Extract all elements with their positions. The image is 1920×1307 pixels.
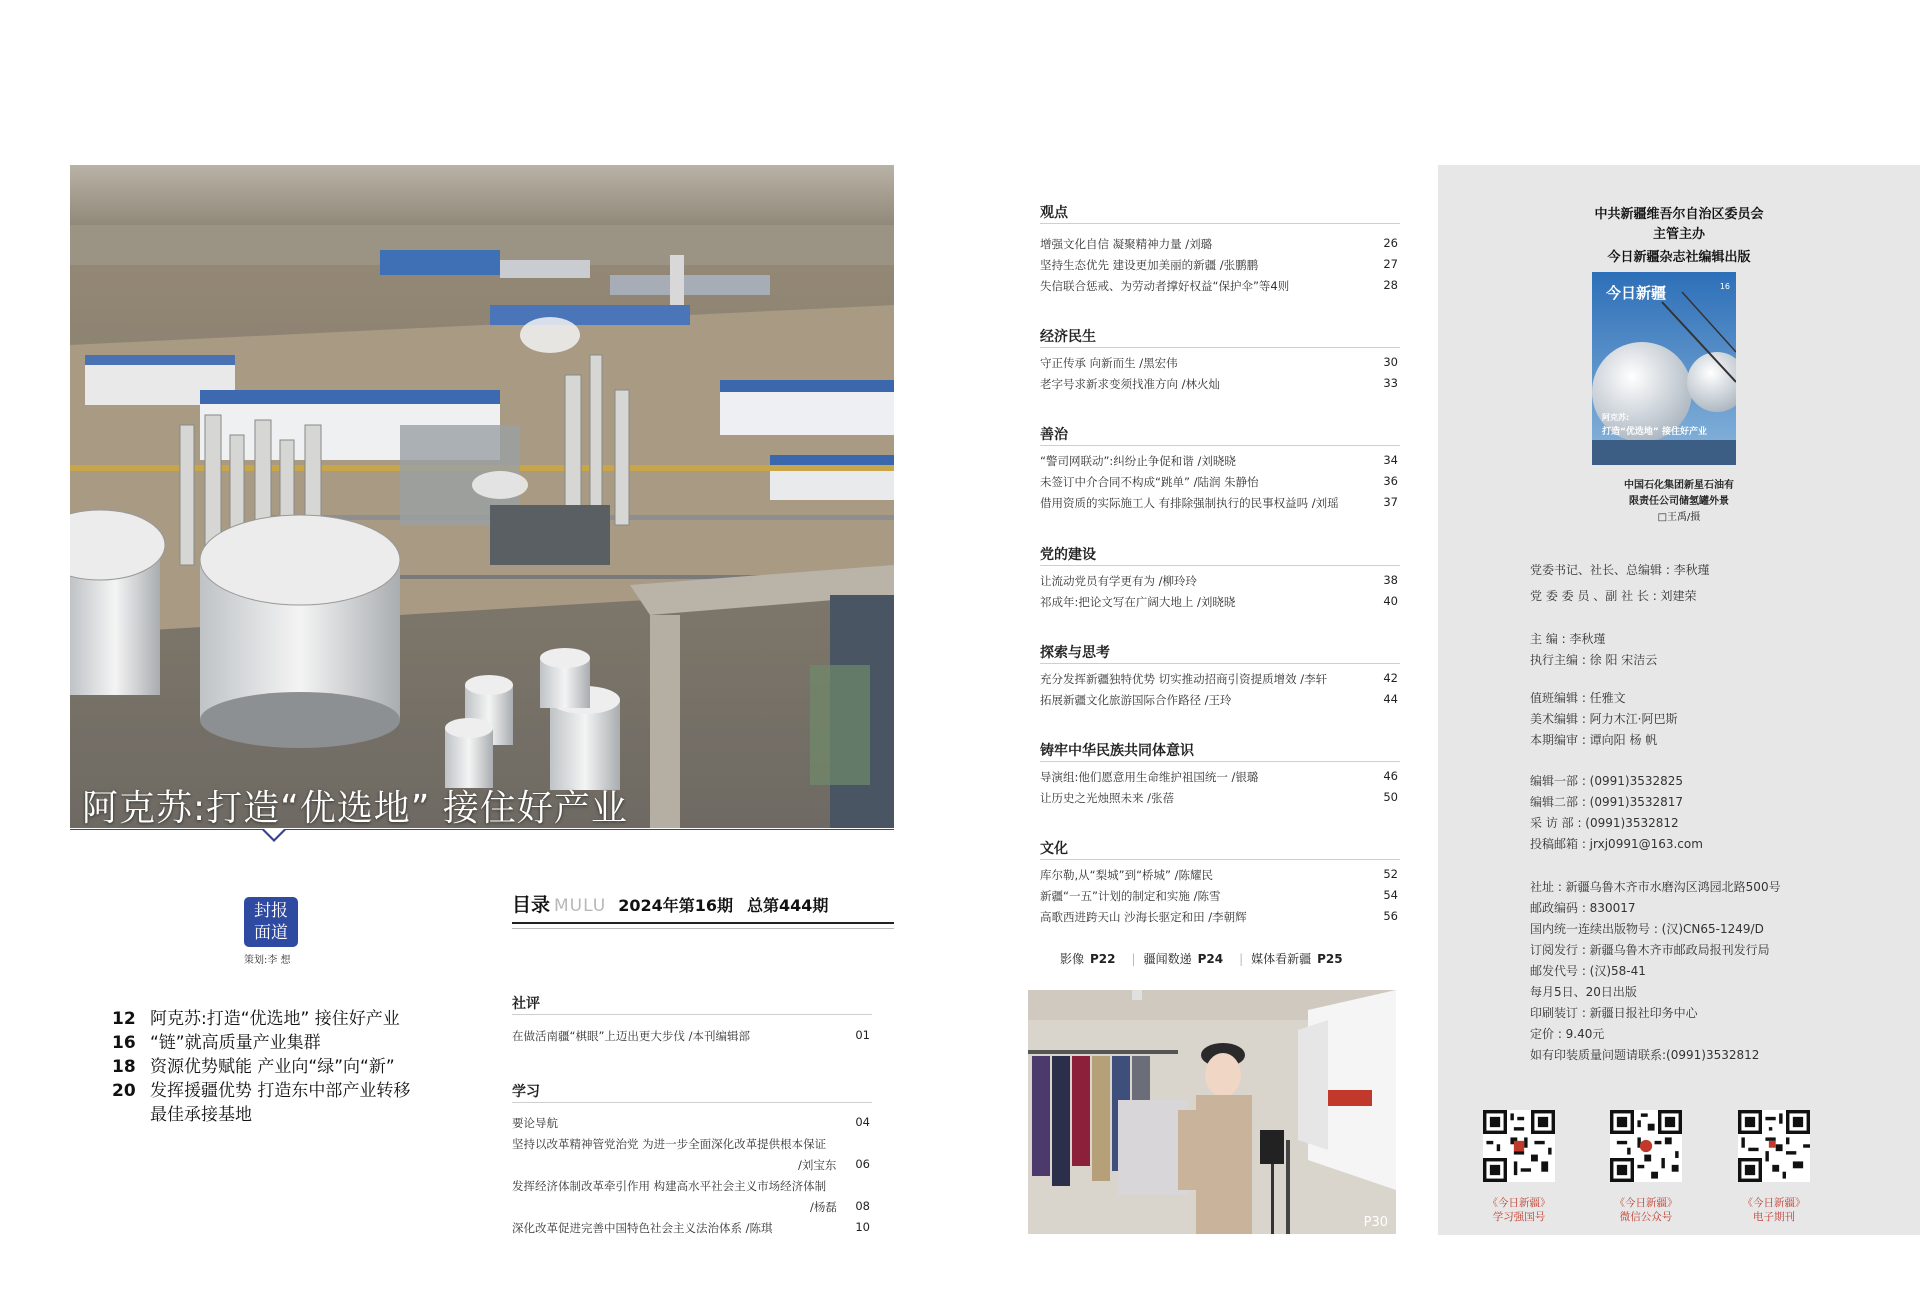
staff-line: 国内统一连续出版物号 : (汉)CN65-1249/D — [1530, 922, 1764, 936]
toc-page: 38 — [1383, 573, 1398, 587]
staff-line: 执行主编 : 徐 阳 宋洁云 — [1530, 653, 1658, 667]
toc-entry[interactable]: 拓展新疆文化旅游国际合作路径 /王玲 — [1040, 693, 1232, 707]
toc-page: 27 — [1383, 257, 1398, 271]
qr-label — [1459, 1196, 1579, 1224]
feature-title: 发挥援疆优势 打造东中部产业转移 — [150, 1081, 411, 1101]
toc-entry[interactable]: 深化改革促进完善中国特色社会主义法治体系 /陈琪 — [512, 1221, 773, 1235]
livestream-photo — [1028, 990, 1396, 1234]
toc-section-heading: 善治 — [1040, 427, 1068, 443]
badge-line2: 面道 — [254, 923, 288, 943]
toc-entry[interactable]: 库尔勒,从“梨城”到“桥城” /陈耀民 — [1040, 868, 1214, 882]
toc-page: 54 — [1383, 888, 1398, 902]
staff-line: 社址 : 新疆乌鲁木齐市水磨沟区鸿园北路500号 — [1530, 880, 1781, 894]
qr-code-icon[interactable] — [1610, 1110, 1682, 1182]
toc-entry[interactable]: 充分发挥新疆独特优势 切实推动招商引资提质增效 /李轩 — [1040, 672, 1328, 686]
toc-page: 34 — [1383, 453, 1398, 467]
misc-page: P25 — [1317, 952, 1343, 966]
staff-line: 主 编 : 李秋瑾 — [1530, 632, 1606, 646]
qr-label-line2: 电子期刊 — [1753, 1211, 1795, 1223]
toc-page: 50 — [1383, 790, 1398, 804]
toc-section-heading: 观点 — [1040, 205, 1068, 221]
qr-label — [1586, 1196, 1706, 1224]
toc-entry[interactable]: 发挥经济体制改革牵引作用 构建高水平社会主义市场经济体制 — [512, 1179, 827, 1193]
toc-page: 30 — [1383, 355, 1398, 369]
cover-headline: 阿克苏:打造“优选地” 接住好产业 — [82, 788, 628, 829]
feature-item[interactable] — [112, 1100, 252, 1125]
toc-page: 52 — [1383, 867, 1398, 881]
toc-page: 37 — [1383, 495, 1398, 509]
section-rule — [1040, 223, 1400, 224]
toc-section-heading: 文化 — [1040, 841, 1068, 857]
toc-entry[interactable]: 失信联合惩戒、为劳动者撑好权益“保护伞”等4则 — [1040, 279, 1290, 293]
toc-page: 46 — [1383, 769, 1398, 783]
toc-header — [512, 890, 894, 924]
misc-label[interactable]: 影像 — [1060, 952, 1085, 966]
toc-entry[interactable]: 坚持以改革精神管党治党 为进一步全面深化改革提供根本保证 — [512, 1137, 827, 1151]
toc-page: 01 — [855, 1028, 870, 1042]
toc-page: 36 — [1383, 474, 1398, 488]
cover-divider — [70, 829, 894, 830]
toc-page: 33 — [1383, 376, 1398, 390]
toc-entry[interactable]: 导演组:他们愿意用生命维护祖国统一 /银璐 — [1040, 770, 1259, 784]
misc-separator: | — [1239, 952, 1244, 966]
pointer-triangle-inner — [264, 829, 284, 839]
toc-section-heading: 学习 — [512, 1084, 540, 1100]
toc-section-heading: 党的建设 — [1040, 547, 1096, 563]
staff-line: 美术编辑 : 阿力木江·阿巴斯 — [1530, 712, 1678, 726]
toc-entry[interactable]: 增强文化自信 凝聚精神力量 /刘璐 — [1040, 237, 1213, 251]
cover-caption-line2: 限责任公司储氢罐外景 — [1629, 496, 1729, 507]
toc-page: 10 — [855, 1220, 870, 1234]
section-rule — [1040, 859, 1400, 860]
qr-label-line1: 《今日新疆》 — [1742, 1197, 1806, 1209]
toc-page: 40 — [1383, 594, 1398, 608]
masthead-line3: 今日新疆杂志社编辑出版 — [1607, 250, 1751, 265]
badge-line1: 封报 — [254, 901, 288, 921]
toc-entry[interactable]: 让历史之光烛照未来 /张蓓 — [1040, 791, 1175, 805]
staff-line: 邮发代号 : (汉)58-41 — [1530, 964, 1646, 978]
staff-line: 印刷装订 : 新疆日报社印务中心 — [1530, 1006, 1698, 1020]
staff-line: 党 委 委 员 、副 社 长 : 刘建荣 — [1530, 589, 1697, 603]
toc-page: 04 — [855, 1115, 870, 1129]
toc-entry-author[interactable]: /杨磊 — [810, 1200, 837, 1214]
qr-label-line2: 微信公众号 — [1619, 1211, 1673, 1223]
staff-line: 本期编审 : 谭向阳 杨 帆 — [1530, 733, 1658, 747]
feature-item[interactable] — [112, 1076, 410, 1101]
toc-page: 26 — [1383, 236, 1398, 250]
feature-page: 16 — [112, 1033, 136, 1053]
feature-item[interactable] — [112, 1028, 321, 1053]
masthead-line1: 中共新疆维吾尔自治区委员会 — [1594, 207, 1764, 222]
toc-entry[interactable]: 守正传承 向新而生 /黑宏伟 — [1040, 356, 1178, 370]
misc-label[interactable]: 媒体看新疆 — [1251, 952, 1312, 966]
section-rule — [1040, 347, 1400, 348]
toc-entry[interactable]: 借用资质的实际施工人 有排除强制执行的民事权益吗 /刘瑶 — [1040, 496, 1339, 510]
staff-line: 党委书记、社长、总编辑 : 李秋瑾 — [1530, 563, 1710, 577]
toc-section-heading: 社评 — [512, 996, 540, 1012]
toc-entry[interactable]: 坚持生态优先 建设更加美丽的新疆 /张鹏鹏 — [1040, 258, 1259, 272]
staff-line: 采 访 部 : (0991)3532812 — [1530, 816, 1679, 830]
staff-line: 每月5日、20日出版 — [1530, 985, 1637, 999]
feature-page: 18 — [112, 1057, 136, 1077]
staff-line: 邮政编码 : 830017 — [1530, 901, 1636, 915]
toc-label-en: MULU — [554, 896, 607, 916]
cover-caption-credit: □王禹/摄 — [1657, 512, 1701, 523]
staff-line: 如有印装质量问题请联系:(0991)3532812 — [1530, 1048, 1760, 1062]
feature-title: “链”就高质量产业集群 — [150, 1033, 321, 1053]
section-rule — [1040, 565, 1400, 566]
toc-page: 06 — [855, 1157, 870, 1171]
feature-page: 12 — [112, 1009, 136, 1029]
section-rule — [1040, 761, 1400, 762]
section-rule — [512, 1102, 872, 1103]
staff-line: 编辑二部 : (0991)3532817 — [1530, 795, 1684, 809]
qr-code-icon[interactable] — [1738, 1110, 1810, 1182]
thumb-headline-b: 打造“优选地” 接住好产业 — [1602, 427, 1707, 437]
misc-page: P24 — [1197, 952, 1224, 966]
total-issue: 总第444期 — [747, 896, 829, 915]
feature-title: 最佳承接基地 — [150, 1105, 252, 1125]
toc-entry[interactable]: 祁成年:把论文写在广阔大地上 /刘晓晓 — [1040, 595, 1236, 609]
staff-line: 定价 : 9.40元 — [1530, 1027, 1605, 1041]
misc-label[interactable]: 疆闻数递 — [1143, 952, 1192, 966]
toc-entry[interactable]: 要论导航 — [512, 1116, 558, 1130]
thumb-logo: 今日新疆 — [1606, 284, 1667, 302]
feature-item[interactable] — [112, 1052, 395, 1077]
feature-title: 阿克苏:打造“优选地” 接住好产业 — [150, 1009, 400, 1029]
section-rule — [1040, 445, 1400, 446]
toc-entry-author[interactable]: /刘宝东 — [798, 1158, 837, 1172]
toc-entry[interactable]: 让流动党员有学更有为 /柳玲玲 — [1040, 574, 1198, 588]
feature-page: 20 — [112, 1081, 136, 1101]
feature-title: 资源优势赋能 产业向“绿”向“新” — [150, 1057, 395, 1077]
photo-page-label: P30 — [1363, 1215, 1388, 1230]
qr-label-line2: 学习强国号 — [1492, 1211, 1546, 1223]
cover-caption-line1: 中国石化集团新星石油有 — [1624, 480, 1734, 491]
section-rule — [512, 1014, 872, 1015]
toc-entry[interactable]: 未签订中介合同不构成“跳单” /陆润 朱静怡 — [1040, 475, 1259, 489]
toc-entry[interactable]: 新疆“一五”计划的制定和实施 /陈雪 — [1040, 889, 1221, 903]
qr-label — [1714, 1196, 1834, 1224]
issue-number: 2024年第16期 — [618, 896, 734, 915]
misc-links — [1060, 950, 1359, 967]
cover-thumbnail[interactable] — [1592, 272, 1736, 465]
badge-note: 策划:李 想 — [244, 955, 291, 966]
misc-separator: | — [1131, 952, 1136, 966]
masthead-line2: 主管主办 — [1652, 227, 1705, 242]
thumb-issue: 16 — [1719, 282, 1730, 291]
cover-photo — [70, 165, 894, 828]
toc-entry[interactable]: 老字号求新求变须找准方向 /林火灿 — [1040, 377, 1221, 391]
toc-entry[interactable]: 高歌西进跨天山 沙海长驱定和田 /李朝辉 — [1040, 910, 1247, 924]
toc-page: 28 — [1383, 278, 1398, 292]
feature-item[interactable] — [112, 1004, 400, 1029]
qr-label-line1: 《今日新疆》 — [1487, 1197, 1551, 1209]
toc-label: 目录 — [512, 894, 551, 916]
misc-page: P22 — [1090, 952, 1116, 966]
qr-code-icon[interactable] — [1483, 1110, 1555, 1182]
toc-page: 42 — [1383, 671, 1398, 685]
toc-section-heading: 探索与思考 — [1040, 645, 1110, 661]
staff-line: 值班编辑 : 任雅文 — [1530, 691, 1626, 705]
toc-section-heading: 经济民生 — [1040, 329, 1096, 345]
toc-header-rule — [512, 928, 894, 929]
thumb-headline-a: 阿克苏: — [1602, 413, 1630, 422]
toc-page: 56 — [1383, 909, 1398, 923]
qr-label-line1: 《今日新疆》 — [1614, 1197, 1678, 1209]
staff-line: 订阅发行 : 新疆乌鲁木齐市邮政局报刊发行局 — [1530, 943, 1770, 957]
email-line[interactable]: 投稿邮箱 : jrxj0991@163.com — [1530, 837, 1703, 851]
feature-badge — [244, 897, 298, 947]
toc-entry[interactable]: “警司网联动”:纠纷止争促和谐 /刘晓晓 — [1040, 454, 1236, 468]
staff-line: 编辑一部 : (0991)3532825 — [1530, 774, 1684, 788]
section-rule — [1040, 663, 1400, 664]
toc-page: 44 — [1383, 692, 1398, 706]
toc-page: 08 — [855, 1199, 870, 1213]
toc-entry[interactable]: 在做活南疆“棋眼”上迈出更大步伐 /本刊编辑部 — [512, 1029, 750, 1043]
toc-section-heading: 铸牢中华民族共同体意识 — [1040, 743, 1194, 759]
